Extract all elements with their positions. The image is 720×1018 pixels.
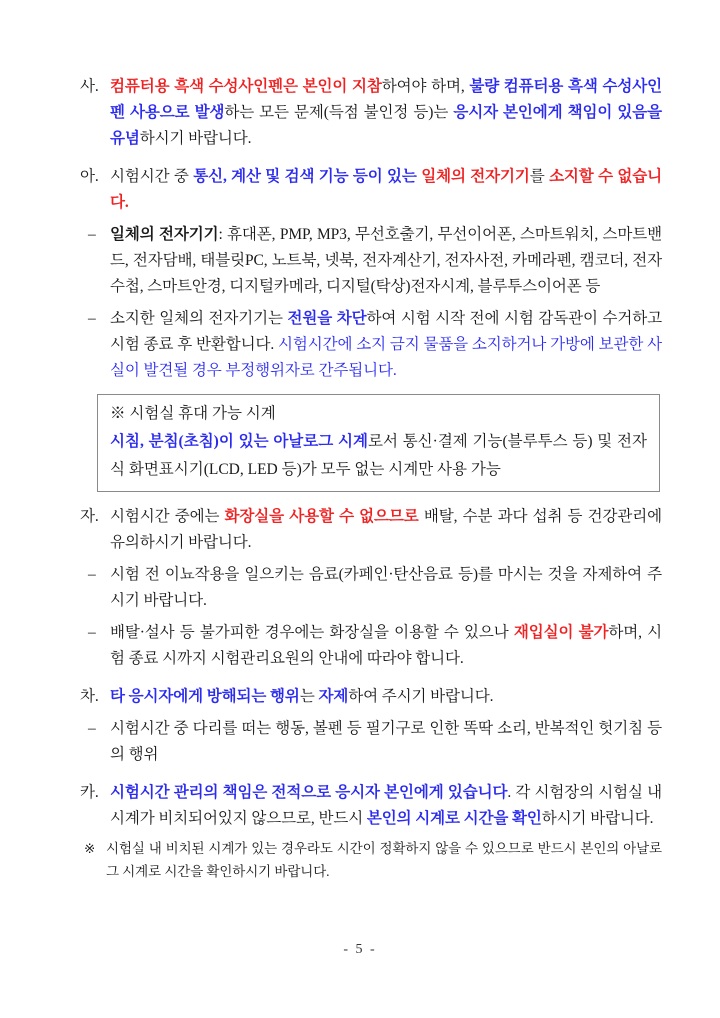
page-number: - 5 - xyxy=(343,942,377,957)
item-marker: 자. xyxy=(80,508,99,525)
text-run: 응시자 본인에게 책임이 있음을 유념 xyxy=(110,104,662,147)
text-run: 를 xyxy=(529,168,550,185)
item-marker: 차. xyxy=(80,688,99,705)
list-item-sub xyxy=(80,716,662,768)
text-run: 통신, 계산 및 검색 기능 등이 있는 xyxy=(193,168,422,185)
item-marker: – xyxy=(88,624,96,641)
text-run: : 휴대폰, PMP, MP3, 무선호출기, 무선이어폰, 스마트워치, 스마트밴드, 전자담배, 태블릿PC, 노트북, 넷북, 전자계산기, 전자사전, 카메라펜, 캠코더, 전자수첩, 스마트안경, 디지털카메라, 디지털(탁상)전자시계, 블루투스이어폰 등 xyxy=(110,226,662,295)
text-run: 하시기 바랍니다. xyxy=(139,130,252,147)
item-marker: – xyxy=(88,310,96,327)
item-marker: 카. xyxy=(80,784,99,801)
text-run: 본인의 시계로 시간을 확인 xyxy=(366,810,542,827)
footnote xyxy=(80,837,662,883)
notice-box xyxy=(97,394,660,492)
list-item-sub xyxy=(80,306,662,384)
text-run: 배탈, 수분 과다 섭취 등 건강관리에 유의하시기 바랍니다. xyxy=(110,508,662,551)
item-marker: – xyxy=(88,720,96,737)
item-marker: – xyxy=(88,226,96,243)
text-run: 하여 시험 시작 전에 시험 감독관이 수거하고 시험 종료 후 반환합니다. xyxy=(110,310,662,353)
text-run: 자제 xyxy=(318,688,349,705)
text-run: 하는 모든 문제(득점 불인정 등)는 xyxy=(224,104,454,121)
text-run: 로서 통신·결제 기능(블루투스 등) 및 전자식 화면표시기(LCD, LED 등)가 모두 없는 시계만 사용 가능 xyxy=(110,433,647,478)
list-item-section xyxy=(80,684,662,710)
text-run: 전원을 차단 xyxy=(287,310,367,327)
text-run: 시험시간 중 xyxy=(110,168,194,185)
text-run: 소지할 수 없습니다. xyxy=(110,168,663,211)
notice-box-title xyxy=(110,400,647,428)
text-run: 하여야 하며, xyxy=(381,78,470,95)
text-run: 화장실을 사용할 수 없으므로 xyxy=(224,508,419,525)
text-run: 시침, 분침(초침)이 있는 아날로그 시계 xyxy=(110,433,368,450)
notice-box-body xyxy=(110,428,647,484)
text-run: 불량 컴퓨터용 흑색 수성사인펜 사용으로 발생 xyxy=(110,78,662,121)
list-item-sub xyxy=(80,222,662,300)
text-run: 재입실이 불가 xyxy=(513,624,609,641)
text-run: 시험시간에 소지 금지 물품을 소지하거나 가방에 보관한 사실이 발견될 경우 부정행위자로 간주됩니다. xyxy=(110,336,662,379)
text-run: 시험시간 중 다리를 떠는 행동, 볼펜 등 필기구로 인한 똑딱 소리, 반복적인 헛기침 등의 행위 xyxy=(110,720,662,763)
text-run: ※ 시험실 휴대 가능 시계 xyxy=(110,405,276,422)
text-run: 일체의 전자기기 xyxy=(110,226,219,243)
text-run: 시험시간 관리의 책임은 전적으로 응시자 본인에게 있습니다 xyxy=(110,784,508,801)
document-body xyxy=(80,74,662,883)
list-item-section xyxy=(80,780,662,832)
list-item-section xyxy=(80,504,662,556)
text-run: 시험실 내 비치된 시계가 있는 경우라도 시간이 정확하지 않을 수 있으므로 반드시 본인의 아날로그 시계로 시간을 확인하시기 바랍니다. xyxy=(106,841,662,879)
item-marker: 사. xyxy=(80,78,99,95)
list-item-section xyxy=(80,74,662,152)
text-run: 일체의 전자기기 xyxy=(421,168,530,185)
text-run: 컴퓨터용 흑색 수성사인펜은 본인이 지참 xyxy=(110,78,382,95)
list-item-sub xyxy=(80,620,662,672)
list-item-sub xyxy=(80,562,662,614)
text-run: 하며, 시험 종료 시까지 시험관리요원의 안내에 따라야 합니다. xyxy=(110,624,663,667)
list-item-section xyxy=(80,164,662,216)
text-run: 배탈·설사 등 불가피한 경우에는 화장실을 이용할 수 있으나 xyxy=(110,624,514,641)
text-run: 타 응시자에게 방해되는 행위 xyxy=(110,688,300,705)
text-run: . 각 시험장의 시험실 내 시계가 비치되어있지 않으므로, 반드시 xyxy=(110,784,663,827)
text-run: 소지한 일체의 전자기기는 xyxy=(110,310,288,327)
text-run: 시험시간 중에는 xyxy=(110,508,225,525)
text-run: 하시기 바랍니다. xyxy=(541,810,654,827)
text-run: 시험 전 이뇨작용을 일으키는 음료(카페인·탄산음료 등)를 마시는 것을 자제하여 주시기 바랍니다. xyxy=(110,566,662,609)
text-run: 는 xyxy=(299,688,319,705)
item-marker: 아. xyxy=(80,168,99,185)
text-run: 하여 주시기 바랍니다. xyxy=(348,688,494,705)
item-marker: ※ xyxy=(84,841,96,856)
item-marker: – xyxy=(88,566,96,583)
